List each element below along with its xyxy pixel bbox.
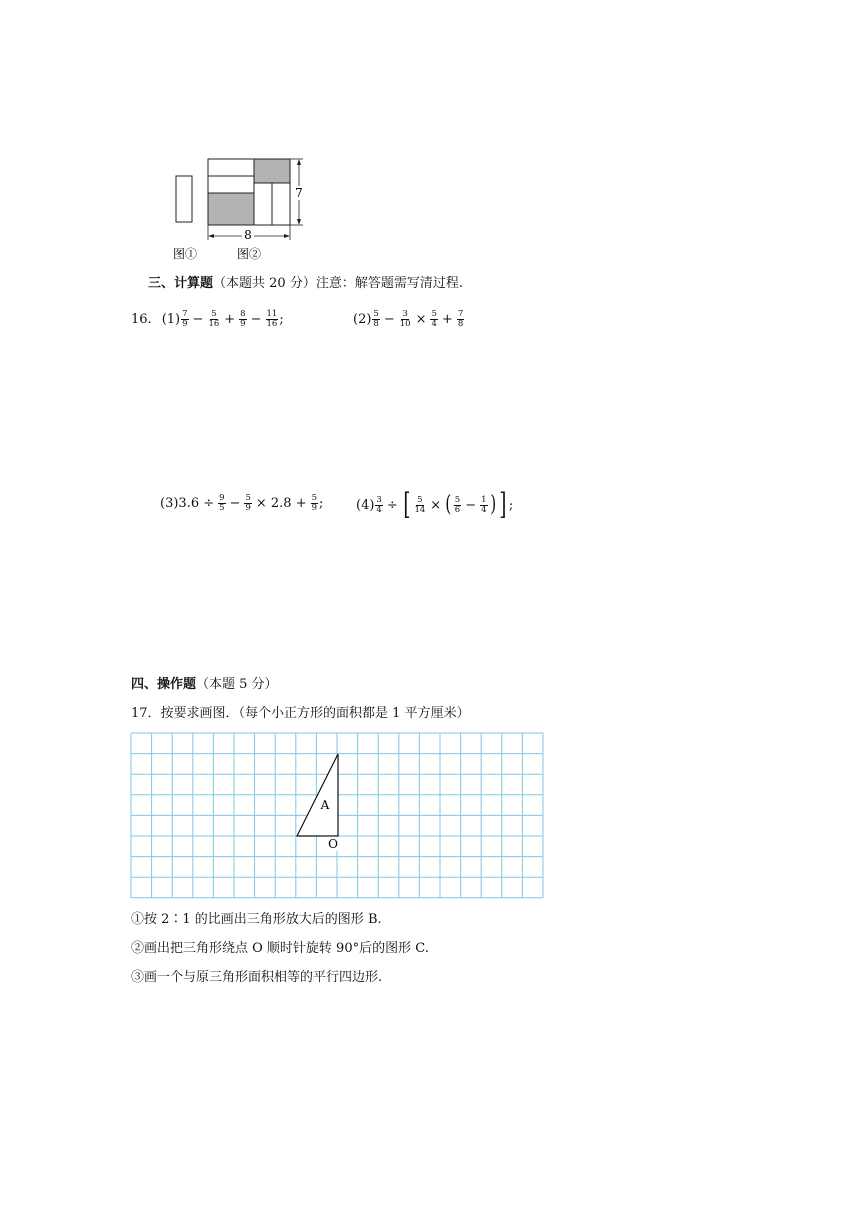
- rectangle-figures: [165, 150, 315, 265]
- section3-note: （本题共 20 分）注意：解答题需写清过程.: [213, 276, 463, 291]
- fig2-shaded-bottom-left: [208, 193, 254, 225]
- fraction: $\frac{3}{4}$: [376, 494, 382, 515]
- fraction: $\frac{5}{16}$: [208, 309, 220, 329]
- fraction: $\frac{5}{9}$: [245, 493, 251, 513]
- fraction: $\frac{5}{9}$: [311, 493, 318, 513]
- section4-title: 四、操作题: [131, 677, 197, 692]
- fraction: $\frac{1}{4}$: [481, 494, 487, 515]
- fig2-shaded-top-right: [254, 159, 290, 183]
- q17-item-1: ①按 2∶1 的比画出三角形放大后的图形 B.: [131, 912, 382, 927]
- fraction: $\frac{5}{4}$: [431, 309, 437, 329]
- section4-note: （本题 5 分）: [196, 677, 278, 692]
- square-grid: [130, 732, 546, 900]
- fraction: $\frac{7}{8}$: [457, 309, 464, 329]
- q16-part1: 16. (1) $\frac{7}{9}$ − $\frac{5}{16}$ + $\frac{8}{9}$ − $\frac{11}{16}$ ;: [131, 309, 284, 329]
- q16-number: 16.: [131, 312, 152, 327]
- section3-heading: [148, 276, 463, 292]
- fig1-caption: 图①: [173, 247, 198, 261]
- q16-part3: (3) 3.6 ÷ $\frac{9}{5}$ − $\frac{5}{9}$ × 2.8 + $\frac{5}{9}$ ;: [160, 493, 324, 513]
- q17-item-2: ②画出把三角形绕点 O 顺时针旋转 90°后的图形 C.: [131, 941, 429, 956]
- fraction: $\frac{8}{9}$: [240, 309, 246, 329]
- fraction: $\frac{7}{9}$: [182, 309, 188, 329]
- fraction: $\frac{11}{16}$: [266, 309, 278, 329]
- fig2-caption: 图②: [237, 247, 262, 261]
- q16-part4: (4) $\frac{3}{4}$ ÷ [ $\frac{5}{14}$ × ( $\frac{5}{6}$ − $\frac{1}{4}$ ) ] ;: [356, 487, 514, 522]
- section3-title: 三、计算题: [148, 276, 214, 291]
- q16-part2: (2) $\frac{5}{8}$ − $\frac{3}{10}$ × $\frac{5}{4}$ + $\frac{7}{8}$: [353, 309, 464, 329]
- fraction: $\frac{5}{14}$: [414, 494, 426, 515]
- triangle-label: A: [320, 798, 330, 812]
- q17-item-3: ③画一个与原三角形面积相等的平行四边形.: [131, 970, 383, 985]
- point-o-label: O: [328, 837, 338, 851]
- q17-prompt: 17．按要求画图．（每个小正方形的面积都是 1 平方厘米）: [131, 706, 470, 721]
- section4-heading: [131, 677, 278, 693]
- fraction: $\frac{5}{8}$: [373, 309, 379, 329]
- fraction: $\frac{5}{6}$: [454, 494, 461, 515]
- fig1-rectangle: [176, 176, 192, 222]
- height-label: 7: [295, 186, 303, 200]
- fraction: $\frac{3}{10}$: [399, 309, 411, 329]
- width-label: 8: [244, 228, 252, 242]
- fraction: $\frac{9}{5}$: [219, 493, 225, 513]
